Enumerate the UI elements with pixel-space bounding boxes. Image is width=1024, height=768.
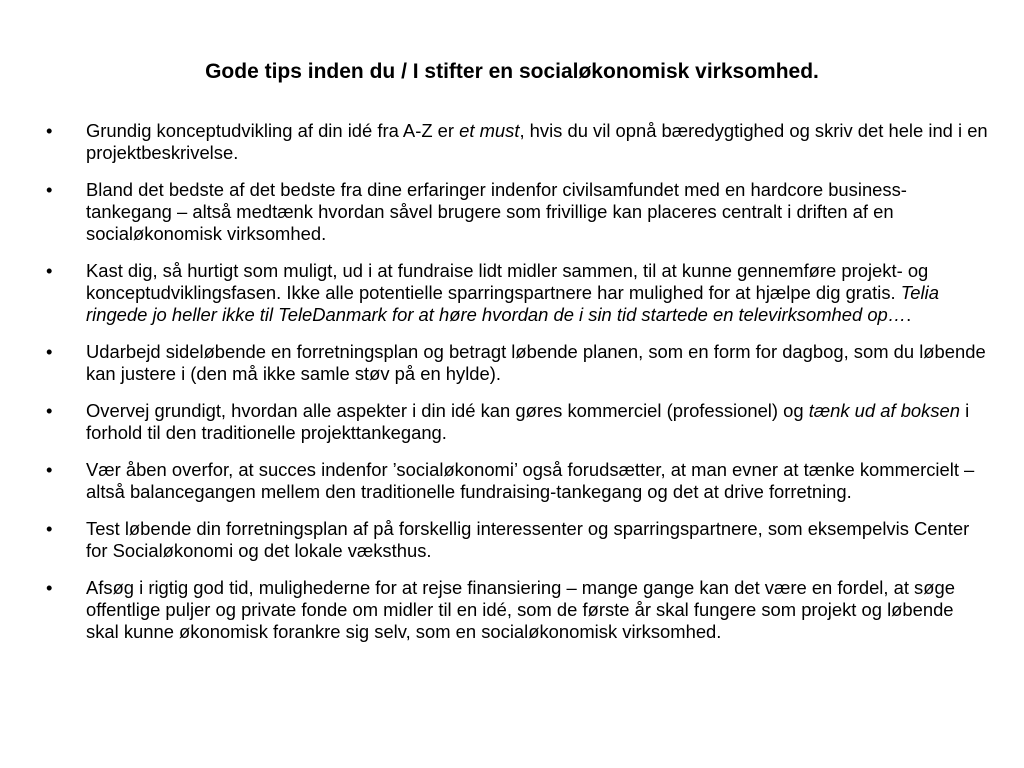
bullet-emphasis: Telia ringede jo heller ikke til TeleDanmark for at høre hvordan de i sin tid startede en televirksomhed op…	[86, 282, 939, 325]
bullet-item-5	[46, 400, 990, 444]
bullet-glyph: •	[46, 341, 53, 362]
bullet-glyph: •	[46, 459, 53, 480]
bullet-text: , hvis du vil opnå bæredygtighed og skriv det hele ind i en projektbeskrivelse.	[86, 120, 988, 163]
bullet-item-6	[46, 459, 990, 503]
bullet-text: Overvej grundigt, hvordan alle aspekter i din idé kan gøres kommerciel (professionel) og	[86, 400, 809, 421]
bullet-item-3	[46, 260, 990, 326]
bullet-text: .	[906, 304, 912, 325]
bullet-text: Afsøg i rigtig god tid, mulighederne for at rejse finansiering – mange gange kan det være en fordel, at søge offentlige puljer og private fonde om midler til en idé, som de første år skal fungere som projekt og løbende skal kunne økonomisk forankre sig selv, som en socialøkonomisk virksomhed.	[86, 577, 955, 642]
bullet-text: Vær åben overfor, at succes indenfor ’socialøkonomi’ også forudsætter, at man evner at tænke kommercielt – altså balancegangen mellem den traditionelle fundraising-tankegang og det at drive forretning.	[86, 459, 975, 502]
bullet-glyph: •	[46, 577, 53, 598]
bullet-item-1	[46, 120, 990, 164]
bullet-glyph: •	[46, 260, 53, 281]
bullet-list	[46, 120, 990, 643]
bullet-text: i forhold til den traditionelle projekttankegang.	[86, 400, 970, 443]
bullet-text: Test løbende din forretningsplan af på forskellig interessenter og sparringspartnere, som eksempelvis Center for Socialøkonomi og det lokale væksthus.	[86, 518, 970, 561]
slide-title: Gode tips inden du / I stifter en socialøkonomisk virksomhed.	[205, 60, 819, 83]
bullet-glyph: •	[46, 400, 53, 421]
bullet-emphasis: et must	[459, 120, 520, 141]
bullet-text: Kast dig, så hurtigt som muligt, ud i at fundraise lidt midler sammen, til at kunne gennemføre projekt- og konceptudviklingsfasen. Ikke alle potentielle sparringspartnere har mulighed for at hjælpe dig gratis.	[86, 260, 929, 303]
bullet-glyph: •	[46, 179, 53, 200]
bullet-item-2	[46, 179, 990, 245]
bullet-item-7	[46, 518, 990, 562]
bullet-glyph: •	[46, 120, 53, 141]
bullet-text: Grundig konceptudvikling af din idé fra A-Z er	[86, 120, 460, 141]
bullet-item-8	[46, 577, 990, 643]
bullet-item-4	[46, 341, 990, 385]
bullet-emphasis: tænk ud af boksen	[808, 400, 960, 421]
bullet-text: Bland det bedste af det bedste fra dine erfaringer indenfor civilsamfundet med en hardcore business-tankegang – altså medtænk hvordan såvel brugere som frivillige kan placeres centralt i driften af en socialøkonomisk virksomhed.	[86, 179, 907, 244]
bullet-text: Udarbejd sideløbende en forretningsplan og betragt løbende planen, som en form for dagbog, som du løbende kan justere i (den må ikke samle støv på en hylde).	[86, 341, 986, 384]
bullet-glyph: •	[46, 518, 53, 539]
